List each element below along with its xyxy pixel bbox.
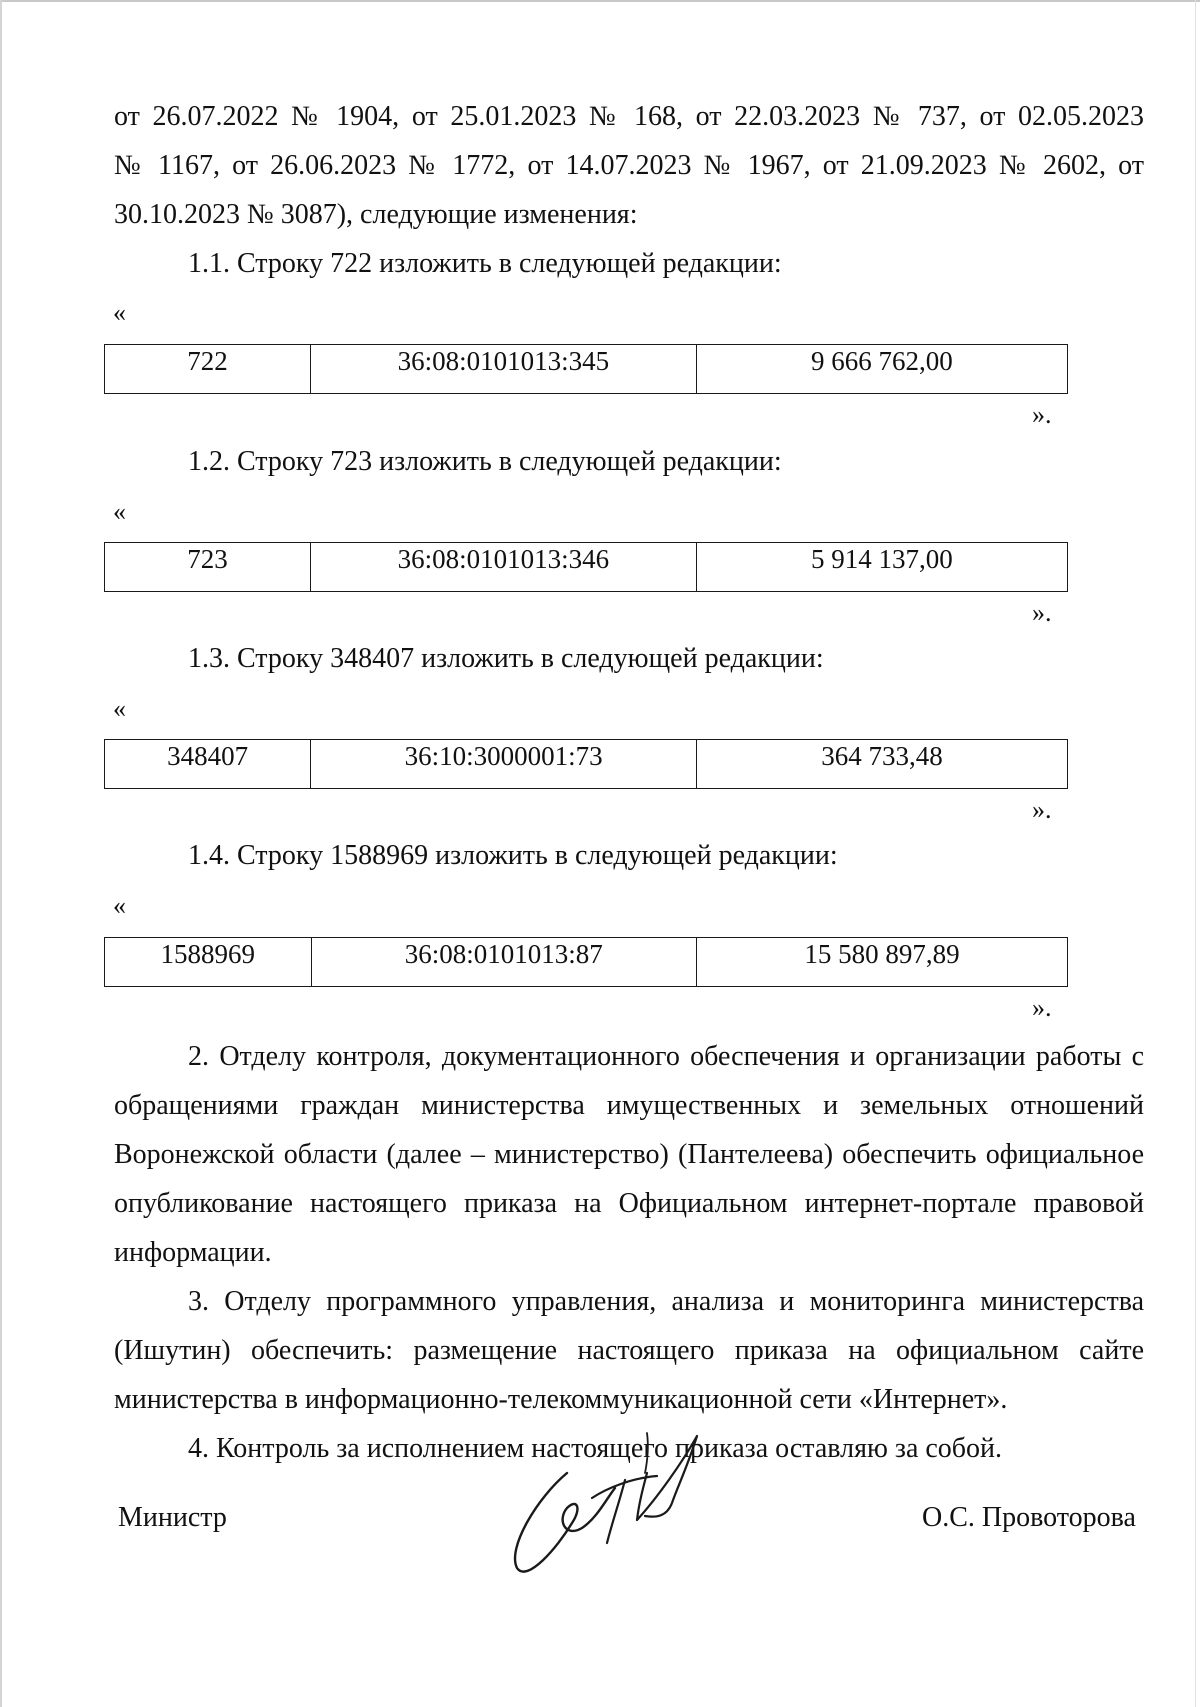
paragraph-line: (Ишутин) обеспечить: размещение настоящего приказа на официальном сайте (114, 1335, 1144, 1366)
row-number-cell: 348407 (105, 740, 311, 789)
intro-line: 30.10.2023 № 3087), следующие изменения: (114, 199, 638, 230)
table-row (105, 345, 1068, 394)
intro-line: от 26.07.2022 № 1904, от 25.01.2023 № 168, от 22.03.2023 № 737, от 02.05.2023 (114, 101, 1144, 132)
paragraph-line: министерства в информационно-телекоммуникационной сети «Интернет». (114, 1384, 1008, 1415)
close-quote: ». (1032, 400, 1052, 429)
intro-paragraph (114, 92, 1144, 239)
table-row (105, 938, 1068, 987)
cadastral-number-cell: 36:08:0101013:345 (310, 345, 696, 394)
open-quote: « (113, 298, 126, 327)
scan-edge-left (0, 0, 2, 1707)
table-row (105, 543, 1068, 592)
value-cell: 5 914 137,00 (696, 543, 1067, 592)
row-number-cell: 723 (105, 543, 311, 592)
paragraph-3 (114, 1277, 1144, 1424)
item-label-1-1: 1.1. Строку 722 изложить в следующей редакции: (188, 248, 782, 279)
signatory-title: Министр (118, 1502, 227, 1533)
paragraph-line: 4. Контроль за исполнением настоящего приказа оставляю за собой. (188, 1433, 1003, 1464)
paragraph-line: 2. Отделу контроля, документационного обеспечения и организации работы с (188, 1041, 1144, 1072)
replacement-row-table (104, 344, 1068, 394)
cadastral-number-cell: 36:08:0101013:346 (310, 543, 696, 592)
open-quote: « (113, 497, 126, 526)
row-number-cell: 722 (105, 345, 311, 394)
value-cell: 15 580 897,89 (696, 938, 1067, 987)
table-row (105, 740, 1068, 789)
open-quote: « (113, 891, 126, 920)
paragraph-2 (114, 1032, 1144, 1277)
row-number-cell: 1588969 (105, 938, 312, 987)
paragraph-line: обращениями граждан министерства имущественных и земельных отношений (114, 1090, 1144, 1121)
value-cell: 364 733,48 (696, 740, 1067, 789)
handwritten-signature (497, 1428, 727, 1588)
close-quote: ». (1032, 993, 1052, 1022)
paragraph-line: информации. (114, 1237, 272, 1268)
paragraph-line: опубликование настоящего приказа на Официальном интернет-портале правовой (114, 1188, 1144, 1219)
item-label-1-4: 1.4. Строку 1588969 изложить в следующей редакции: (188, 840, 838, 871)
replacement-row-table (104, 937, 1068, 987)
close-quote: ». (1032, 598, 1052, 627)
item-label-1-2: 1.2. Строку 723 изложить в следующей редакции: (188, 446, 782, 477)
replacement-row-table (104, 542, 1068, 592)
scan-edge-right (1195, 0, 1196, 1707)
intro-line: № 1167, от 26.06.2023 № 1772, от 14.07.2023 № 1967, от 21.09.2023 № 2602, от (114, 150, 1144, 181)
value-cell: 9 666 762,00 (696, 345, 1067, 394)
paragraph-line: 3. Отделу программного управления, анализа и мониторинга министерства (188, 1286, 1144, 1317)
item-label-1-3: 1.3. Строку 348407 изложить в следующей редакции: (188, 643, 824, 674)
close-quote: ». (1032, 795, 1052, 824)
paragraph-line: Воронежской области (далее – министерство) (Пантелеева) обеспечить официальное (114, 1139, 1144, 1170)
cadastral-number-cell: 36:10:3000001:73 (311, 740, 697, 789)
scan-edge-top (0, 0, 1200, 2)
open-quote: « (113, 694, 126, 723)
replacement-row-table (104, 739, 1068, 789)
signatory-name: О.С. Провоторова (922, 1502, 1136, 1533)
cadastral-number-cell: 36:08:0101013:87 (311, 938, 696, 987)
